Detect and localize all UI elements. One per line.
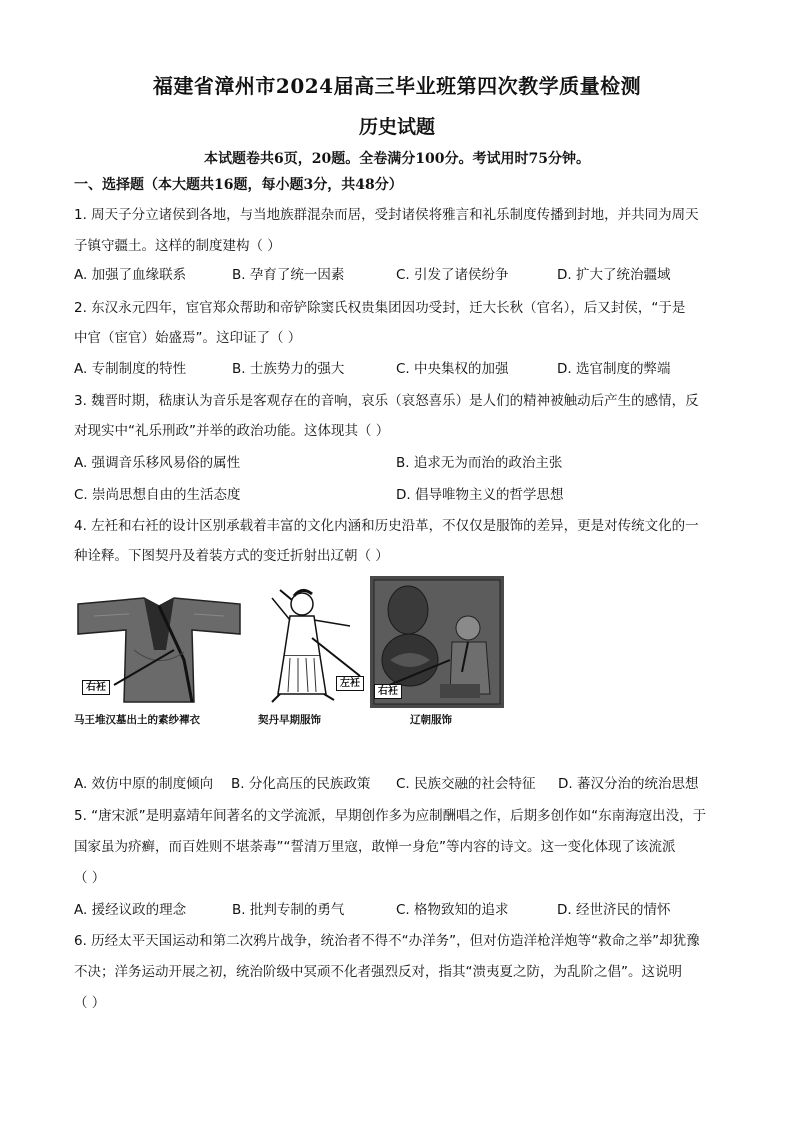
q4-option-b: B. 分化高压的民族政策 [231, 776, 371, 792]
q4-option-c: C. 民族交融的社会特征 [396, 776, 536, 792]
q3-option-b: B. 追求无为而治的政治主张 [396, 455, 563, 471]
caption-liao: 辽朝服饰 [410, 714, 452, 726]
section-title: 一、选择题（本大题共16题，每小题3分，共48分） [74, 177, 403, 193]
exam-note: 本试题卷共6页，20题。全卷满分100分。考试用时75分钟。 [204, 151, 590, 167]
question-6-line-2: 不决；洋务运动开展之初，统治阶级中冥顽不化者强烈反对，指其“溃夷夏之防，为乱阶之倡”。这说明 [74, 964, 682, 980]
q2-option-a: A. 专制制度的特性 [74, 361, 187, 377]
q2-option-d: D. 选官制度的弊端 [557, 361, 671, 377]
question-3-line-1: 3. 魏晋时期，嵇康认为音乐是客观存在的音响，哀乐（哀怒喜乐）是人们的精神被触动后产生的感情，反 [74, 393, 699, 409]
question-5-line-2: 国家虽为疥癣，而百姓则不堪荼毒”“誓清万里寇，敢惮一身危”等内容的诗文。这一变化体现了该流派 [74, 839, 676, 855]
q1-option-c: C. 引发了诸侯纷争 [396, 267, 509, 283]
question-4-line-1: 4. 左衽和右衽的设计区别承载着丰富的文化内涵和历史沿革，不仅仅是服饰的差异，更是对传统文化的一 [74, 518, 699, 534]
q1-option-b: B. 孕育了统一因素 [232, 267, 345, 283]
question-5-line-3: （ ） [74, 870, 106, 886]
q2-option-b: B. 士族势力的强大 [232, 361, 345, 377]
question-3-line-2: 对现实中“礼乐刑政”并举的政治功能。这体现其（ ） [74, 423, 390, 439]
q3-option-d: D. 倡导唯物主义的哲学思想 [396, 487, 564, 503]
left-lapel-tag: 左衽 [336, 676, 364, 691]
right-lapel-tag-2: 右衽 [374, 684, 402, 699]
question-6-line-1: 6. 历经太平天国运动和第二次鸦片战争，统治者不得不“办洋务”，但对仿造洋枪洋炮等“救命之举”却犹豫 [74, 933, 700, 949]
q5-option-b: B. 批判专制的勇气 [232, 902, 345, 918]
document-title: 福建省漳州市2024届高三毕业班第四次教学质量检测 [152, 74, 642, 98]
document-subtitle: 历史试题 [358, 116, 435, 138]
question-1-line-1: 1. 周天子分立诸侯到各地，与当地族群混杂而居，受封诸侯将雅言和礼乐制度传播到封地，并共同为周天 [74, 207, 699, 223]
q1-option-a: A. 加强了血缘联系 [74, 267, 187, 283]
question-1-line-2: 子镇守疆土。这样的制度建构（ ） [74, 238, 281, 254]
question-2-line-2: 中官（宦官）始盛焉”。这印证了（ ） [74, 330, 302, 346]
q5-option-d: D. 经世济民的情怀 [557, 902, 671, 918]
q3-option-c: C. 崇尚思想自由的生活态度 [74, 487, 241, 503]
question-4-line-2: 种诠释。下图契丹及着装方式的变迁折射出辽朝（ ） [74, 548, 389, 564]
clothing-figure [74, 572, 504, 732]
q5-option-a: A. 援经议政的理念 [74, 902, 187, 918]
question-2-line-1: 2. 东汉永元四年，宦官郑众帮助和帝铲除窦氏权贵集团因功受封，迁大长秋（官名），后又封侯，“于是 [74, 300, 686, 316]
q2-option-c: C. 中央集权的加强 [396, 361, 509, 377]
right-lapel-tag-1: 右衽 [82, 680, 110, 695]
q5-option-c: C. 格物致知的追求 [396, 902, 509, 918]
q4-option-d: D. 蕃汉分治的统治思想 [558, 776, 699, 792]
question-5-line-1: 5. “唐宋派”是明嘉靖年间著名的文学流派，早期创作多为应制酬唱之作，后期多创作如“东南海寇出没，于 [74, 808, 707, 824]
q4-option-a: A. 效仿中原的制度倾向 [74, 776, 214, 792]
caption-han-robe: 马王堆汉墓出土的素纱襌衣 [74, 714, 200, 726]
caption-khitan: 契丹早期服饰 [258, 714, 321, 726]
question-6-line-3: （ ） [74, 995, 106, 1011]
q3-option-a: A. 强调音乐移风易俗的属性 [74, 455, 241, 471]
q1-option-d: D. 扩大了统治疆域 [557, 267, 671, 283]
